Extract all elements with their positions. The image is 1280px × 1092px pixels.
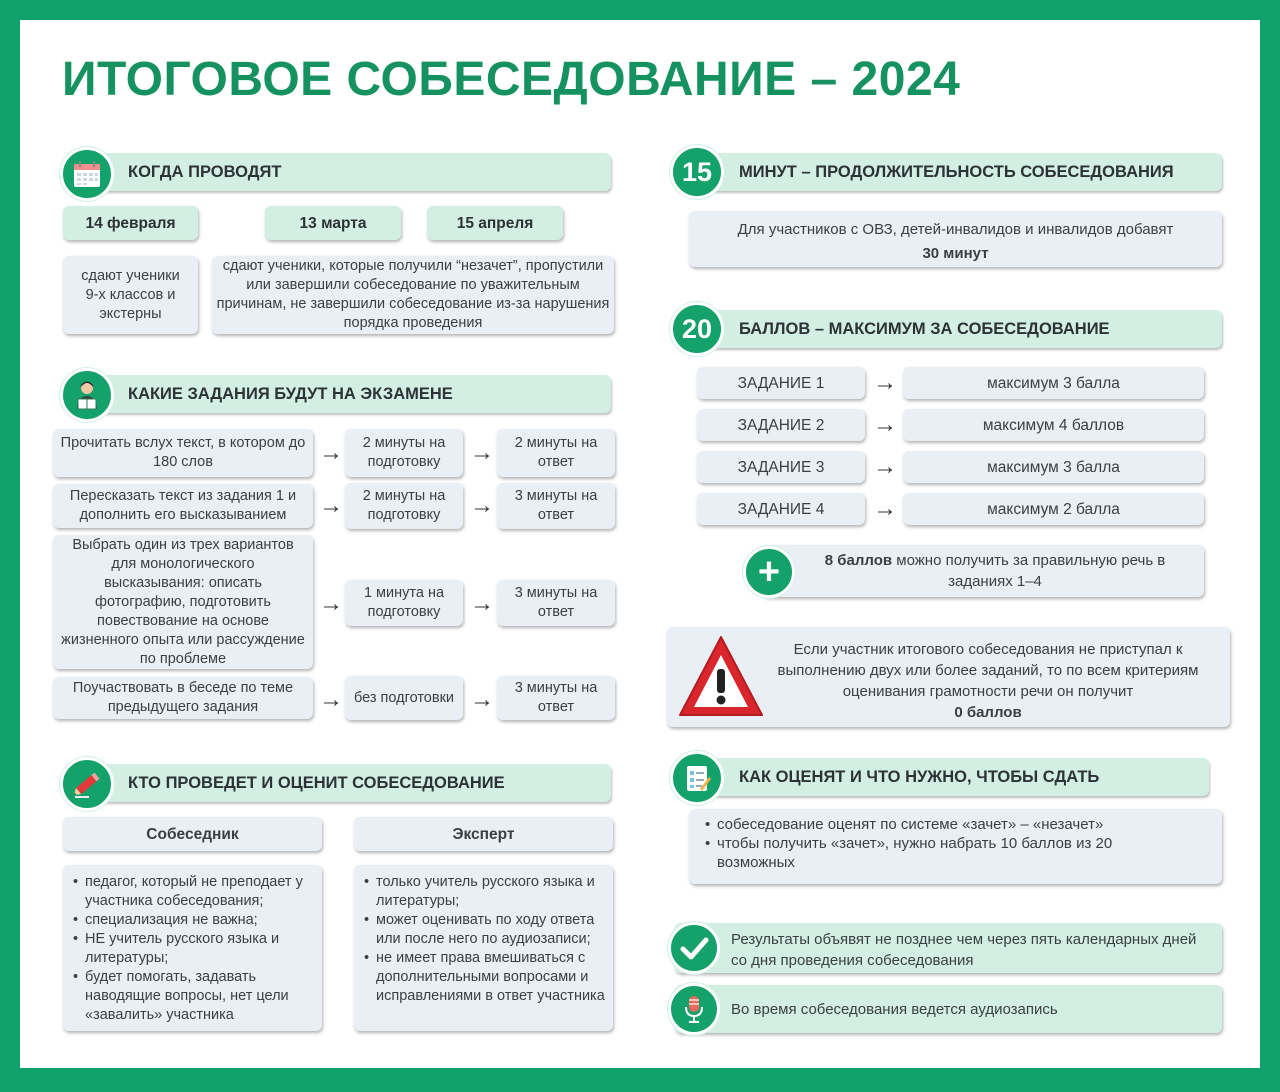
checklist-icon (670, 751, 724, 805)
points-header (675, 310, 1222, 348)
bonus-bold: 8 баллов (824, 552, 893, 569)
duration-note: Для участников с ОВЗ, детей-инвалидов и инвалидов добавят (737, 221, 1174, 238)
arrow-right-icon: → (470, 590, 494, 617)
date-march: 13 марта (265, 206, 401, 240)
bonus-text: можно получить за правильную речь в заданиях 1–4 (892, 552, 1166, 590)
expert-list (354, 865, 613, 1031)
date-february: 14 февраля (63, 206, 198, 240)
microphone-icon (668, 983, 720, 1035)
arrow-right-icon: → (319, 492, 343, 519)
warning-text-wrap (763, 639, 1213, 723)
audio-text: Во время собеседования ведется аудиозапись (731, 1000, 1058, 1018)
points-task-4: ЗАДАНИЕ 4 (697, 493, 865, 525)
list-item: • специализация не важна; (71, 911, 314, 930)
list-item: • НЕ учитель русского языка и литературы; (71, 930, 314, 968)
who-header-label: КТО ПРОВЕДЕТ И ОЦЕНИТ СОБЕСЕДОВАНИЕ (128, 773, 505, 792)
list-item: • будет помогать, задавать наводящие вопросы, нет цели «завалить» участника (71, 968, 314, 1025)
task-3-answer: 3 минуты на ответ (497, 580, 615, 626)
task-3-prep: 1 минута на подготовку (345, 580, 463, 626)
when-header (66, 153, 611, 191)
results-text: Результаты объявят не позднее чем через пять календарных дней со дня проведения собеседования (731, 931, 1197, 969)
reader-icon (60, 368, 114, 422)
grading-header-label: КАК ОЦЕНЯТ И ЧТО НУЖНО, ЧТОБЫ СДАТЬ (739, 767, 1100, 786)
list-item: • только учитель русского языка и литературы; (362, 873, 605, 911)
checkmark-icon (668, 922, 720, 974)
arrow-right-icon: → (873, 453, 897, 480)
main-participants: сдают ученики 9-х классов и экстерны (63, 256, 198, 334)
task-2-description: Пересказать текст из задания 1 и дополнить его высказыванием (53, 484, 313, 528)
duration-header-label: МИНУТ – ПРОДОЛЖИТЕЛЬНОСТЬ СОБЕСЕДОВАНИЯ (739, 162, 1174, 181)
results-box (675, 923, 1222, 973)
retake-participants: сдают ученики, которые получили “незачет”, пропустили или завершили собеседование по уважительным причинам, не завершили собеседование из-за нарушения порядка проведения (212, 256, 614, 334)
tasks-header (66, 375, 611, 413)
task-4-description: Поучаствовать в беседе по теме предыдущего задания (53, 677, 313, 719)
arrow-right-icon: → (470, 439, 494, 466)
points-max-4: максимум 2 балла (903, 493, 1204, 525)
task-4-prep: без подготовки (345, 676, 463, 720)
interlocutor-list (63, 865, 322, 1031)
warning-text: Если участник итогового собеседования не приступал к выполнению двух или более заданий, то по всем критериям оценивания грамотности речи он получит (777, 641, 1199, 700)
duration-extra: 30 минут (922, 245, 989, 262)
list-item: • не имеет права вмешиваться с дополнительными вопросами и исправлениями в ответ участника (362, 949, 605, 1006)
points-max-2: максимум 4 баллов (903, 409, 1204, 441)
arrow-right-icon: → (319, 439, 343, 466)
interlocutor-title: Собеседник (63, 817, 322, 851)
tasks-header-label: КАКИЕ ЗАДАНИЯ БУДУТ НА ЭКЗАМЕНЕ (128, 384, 453, 403)
task-2-prep: 2 минуты на подготовку (345, 483, 463, 529)
duration-header (675, 153, 1222, 191)
points-task-2: ЗАДАНИЕ 2 (697, 409, 865, 441)
points-max-1: максимум 3 балла (903, 367, 1204, 399)
arrow-right-icon: → (319, 590, 343, 617)
arrow-right-icon: → (873, 411, 897, 438)
points-task-1: ЗАДАНИЕ 1 (697, 367, 865, 399)
arrow-right-icon: → (470, 686, 494, 713)
calendar-icon (60, 147, 114, 201)
when-header-label: КОГДА ПРОВОДЯТ (128, 162, 282, 181)
duration-note-box (689, 211, 1222, 267)
warning-icon (676, 631, 766, 726)
task-1-answer: 2 минуты на ответ (497, 429, 615, 477)
list-item: • собеседование оценят по системе «зачет» – «незачет» (703, 815, 1123, 834)
grading-list (689, 809, 1222, 884)
arrow-right-icon: → (470, 492, 494, 519)
bonus-box (762, 545, 1204, 597)
task-3-description: Выбрать один из трех вариантов для монологического высказывания: описать фотографию, подготовить повествование на основе жизненного опыта или рассуждение по проблеме (53, 535, 313, 669)
arrow-right-icon: → (873, 369, 897, 396)
task-1-description: Прочитать вслух текст, в котором до 180 слов (53, 429, 313, 477)
expert-title: Эксперт (354, 817, 613, 851)
task-2-answer: 3 минуты на ответ (497, 483, 615, 529)
plus-icon: + (743, 546, 795, 598)
arrow-right-icon: → (873, 495, 897, 522)
points-header-label: БАЛЛОВ – МАКСИМУМ ЗА СОБЕСЕДОВАНИЕ (739, 319, 1110, 338)
grading-header (675, 758, 1209, 796)
task-4-answer: 3 минуты на ответ (497, 676, 615, 720)
points-number: 20 (670, 302, 724, 356)
audio-box (675, 985, 1222, 1033)
duration-number: 15 (670, 145, 724, 199)
date-april: 15 апреля (427, 206, 563, 240)
points-max-3: максимум 3 балла (903, 451, 1204, 483)
points-task-3: ЗАДАНИЕ 3 (697, 451, 865, 483)
who-header (66, 764, 611, 802)
list-item: • чтобы получить «зачет», нужно набрать 10 баллов из 20 возможных (703, 834, 1123, 872)
warning-bold: 0 баллов (954, 704, 1022, 721)
list-item: • может оценивать по ходу ответа или после него по аудиозаписи; (362, 911, 605, 949)
page-title: ИТОГОВОЕ СОБЕСЕДОВАНИЕ – 2024 (62, 53, 961, 106)
list-item: • педагог, который не преподает у участника собеседования; (71, 873, 314, 911)
task-1-prep: 2 минуты на подготовку (345, 429, 463, 477)
pencil-icon (60, 757, 114, 811)
arrow-right-icon: → (319, 686, 343, 713)
